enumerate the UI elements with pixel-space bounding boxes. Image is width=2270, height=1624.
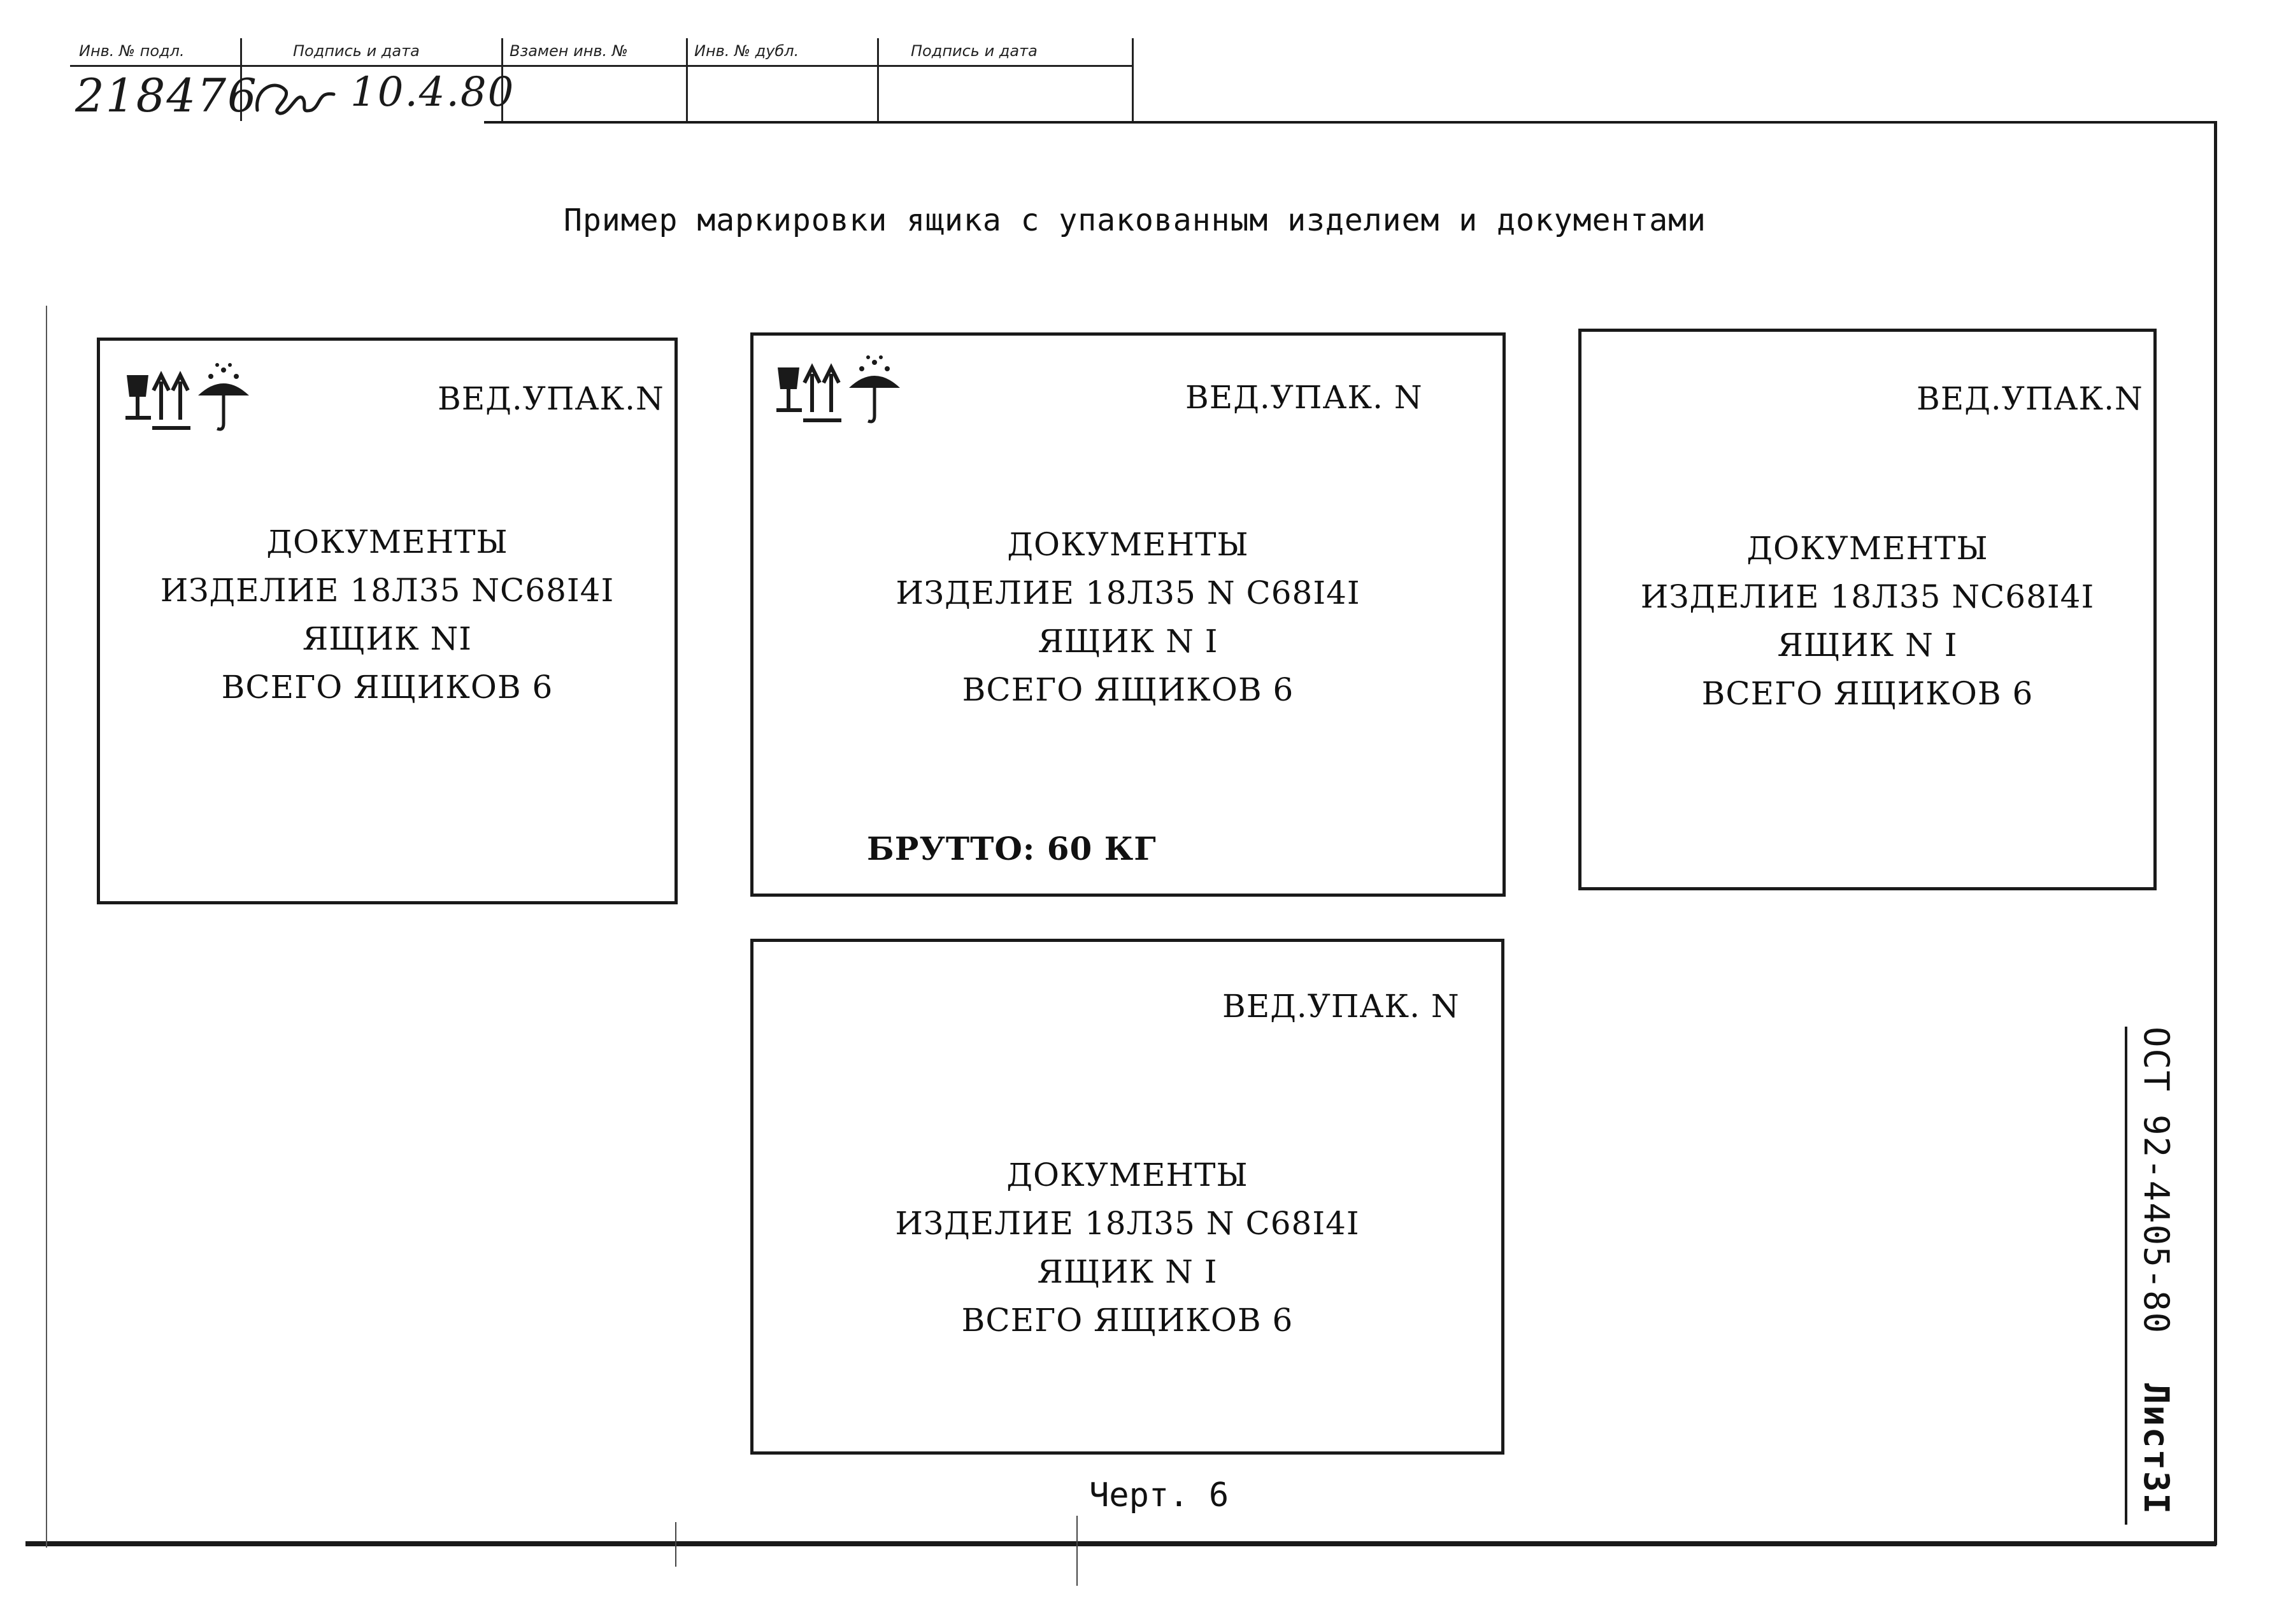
keep-dry-umbrella-icon (849, 355, 900, 422)
box-line-product: ИЗДЕЛИЕ 18Л35 N С68I4I (895, 1205, 1360, 1242)
stamp-header: Инв. № дубл. (694, 42, 799, 60)
standard-code: ОСТ 92-4405-80 (2136, 1027, 2176, 1335)
stamp-header: Подпись и дата (293, 42, 420, 60)
keep-dry-umbrella-icon (198, 363, 249, 429)
box-line-total: ВСЕГО ЯЩИКОВ 6 (961, 1302, 1294, 1339)
shipping-list-label: ВЕД.УПАК. N (1185, 379, 1423, 416)
box-line-total: ВСЕГО ЯЩИКОВ 6 (962, 671, 1294, 708)
box-line-box-number: ЯЩИК N I (1038, 623, 1218, 660)
box-line-documents: ДОКУМЕНТЫ (1007, 526, 1249, 563)
fragile-glass-icon (776, 367, 802, 412)
stamp-header: Подпись и дата (911, 42, 1038, 60)
box-text (753, 1151, 1501, 1344)
shipping-list-label: ВЕД.УПАК.N (438, 380, 664, 417)
stamp-field-signature-date-2 (879, 38, 1134, 121)
box-line-box-number: ЯЩИК NI (302, 620, 473, 657)
frame-top-line (484, 121, 2216, 124)
drawing-caption: Черт. 6 (1089, 1476, 1229, 1514)
sheet-number: Лист3I (2136, 1383, 2176, 1516)
box-text (100, 518, 675, 711)
frame-left-line (46, 306, 47, 1548)
box-line-product: ИЗДЕЛИЕ 18Л35 N С68I4I (896, 574, 1360, 611)
box-line-total: ВСЕГО ЯЩИКОВ 6 (1701, 675, 2034, 712)
box-line-product: ИЗДЕЛИЕ 18Л35 NС68I4I (160, 572, 615, 609)
box-line-documents: ДОКУМЕНТЫ (1746, 530, 1988, 567)
this-way-up-icon (152, 375, 190, 430)
handling-signs (122, 362, 268, 452)
box-line-documents: ДОКУМЕНТЫ (1006, 1157, 1248, 1193)
gross-weight: БРУТТО: 60 КГ (867, 830, 1157, 867)
marking-box-4 (750, 939, 1504, 1455)
box-line-documents: ДОКУМЕНТЫ (266, 524, 508, 560)
side-title-block (2125, 1027, 2178, 1525)
stamp-field-signature-date (242, 38, 515, 121)
shipping-list-label: ВЕД.УПАК. N (1222, 988, 1460, 1025)
stamp-field-duplicate (688, 38, 879, 121)
marking-box-2 (750, 332, 1506, 897)
handwritten-date: 10.4.80 (350, 69, 515, 116)
box-text (753, 520, 1503, 714)
marking-box-3 (1578, 329, 2157, 890)
handwritten-inv-number: 218476 (75, 69, 258, 122)
this-way-up-icon (803, 367, 841, 422)
box-line-total: ВСЕГО ЯЩИКОВ 6 (221, 669, 553, 706)
fragile-glass-icon (125, 375, 151, 420)
stamp-header: Инв. № подл. (79, 42, 185, 60)
marking-box-1 (97, 338, 678, 904)
box-line-box-number: ЯЩИК N I (1777, 627, 1958, 664)
stamp-header: Взамен инв. № (510, 42, 628, 60)
box-line-product: ИЗДЕЛИЕ 18Л35 NС68I4I (1640, 578, 2095, 615)
page-heading: Пример маркировки ящика с упакованным изделием и документами (564, 203, 1706, 238)
box-line-box-number: ЯЩИК N I (1037, 1253, 1218, 1290)
handwritten-signature (251, 75, 346, 120)
handling-signs (773, 355, 919, 444)
stamp-field-replacement (503, 38, 688, 121)
stamp-field-inv-original (70, 38, 258, 122)
frame-bottom-line (25, 1541, 2216, 1546)
box-text (1581, 524, 2153, 718)
shipping-list-label: ВЕД.УПАК.N (1917, 380, 2143, 417)
frame-right-line (2214, 121, 2217, 1545)
